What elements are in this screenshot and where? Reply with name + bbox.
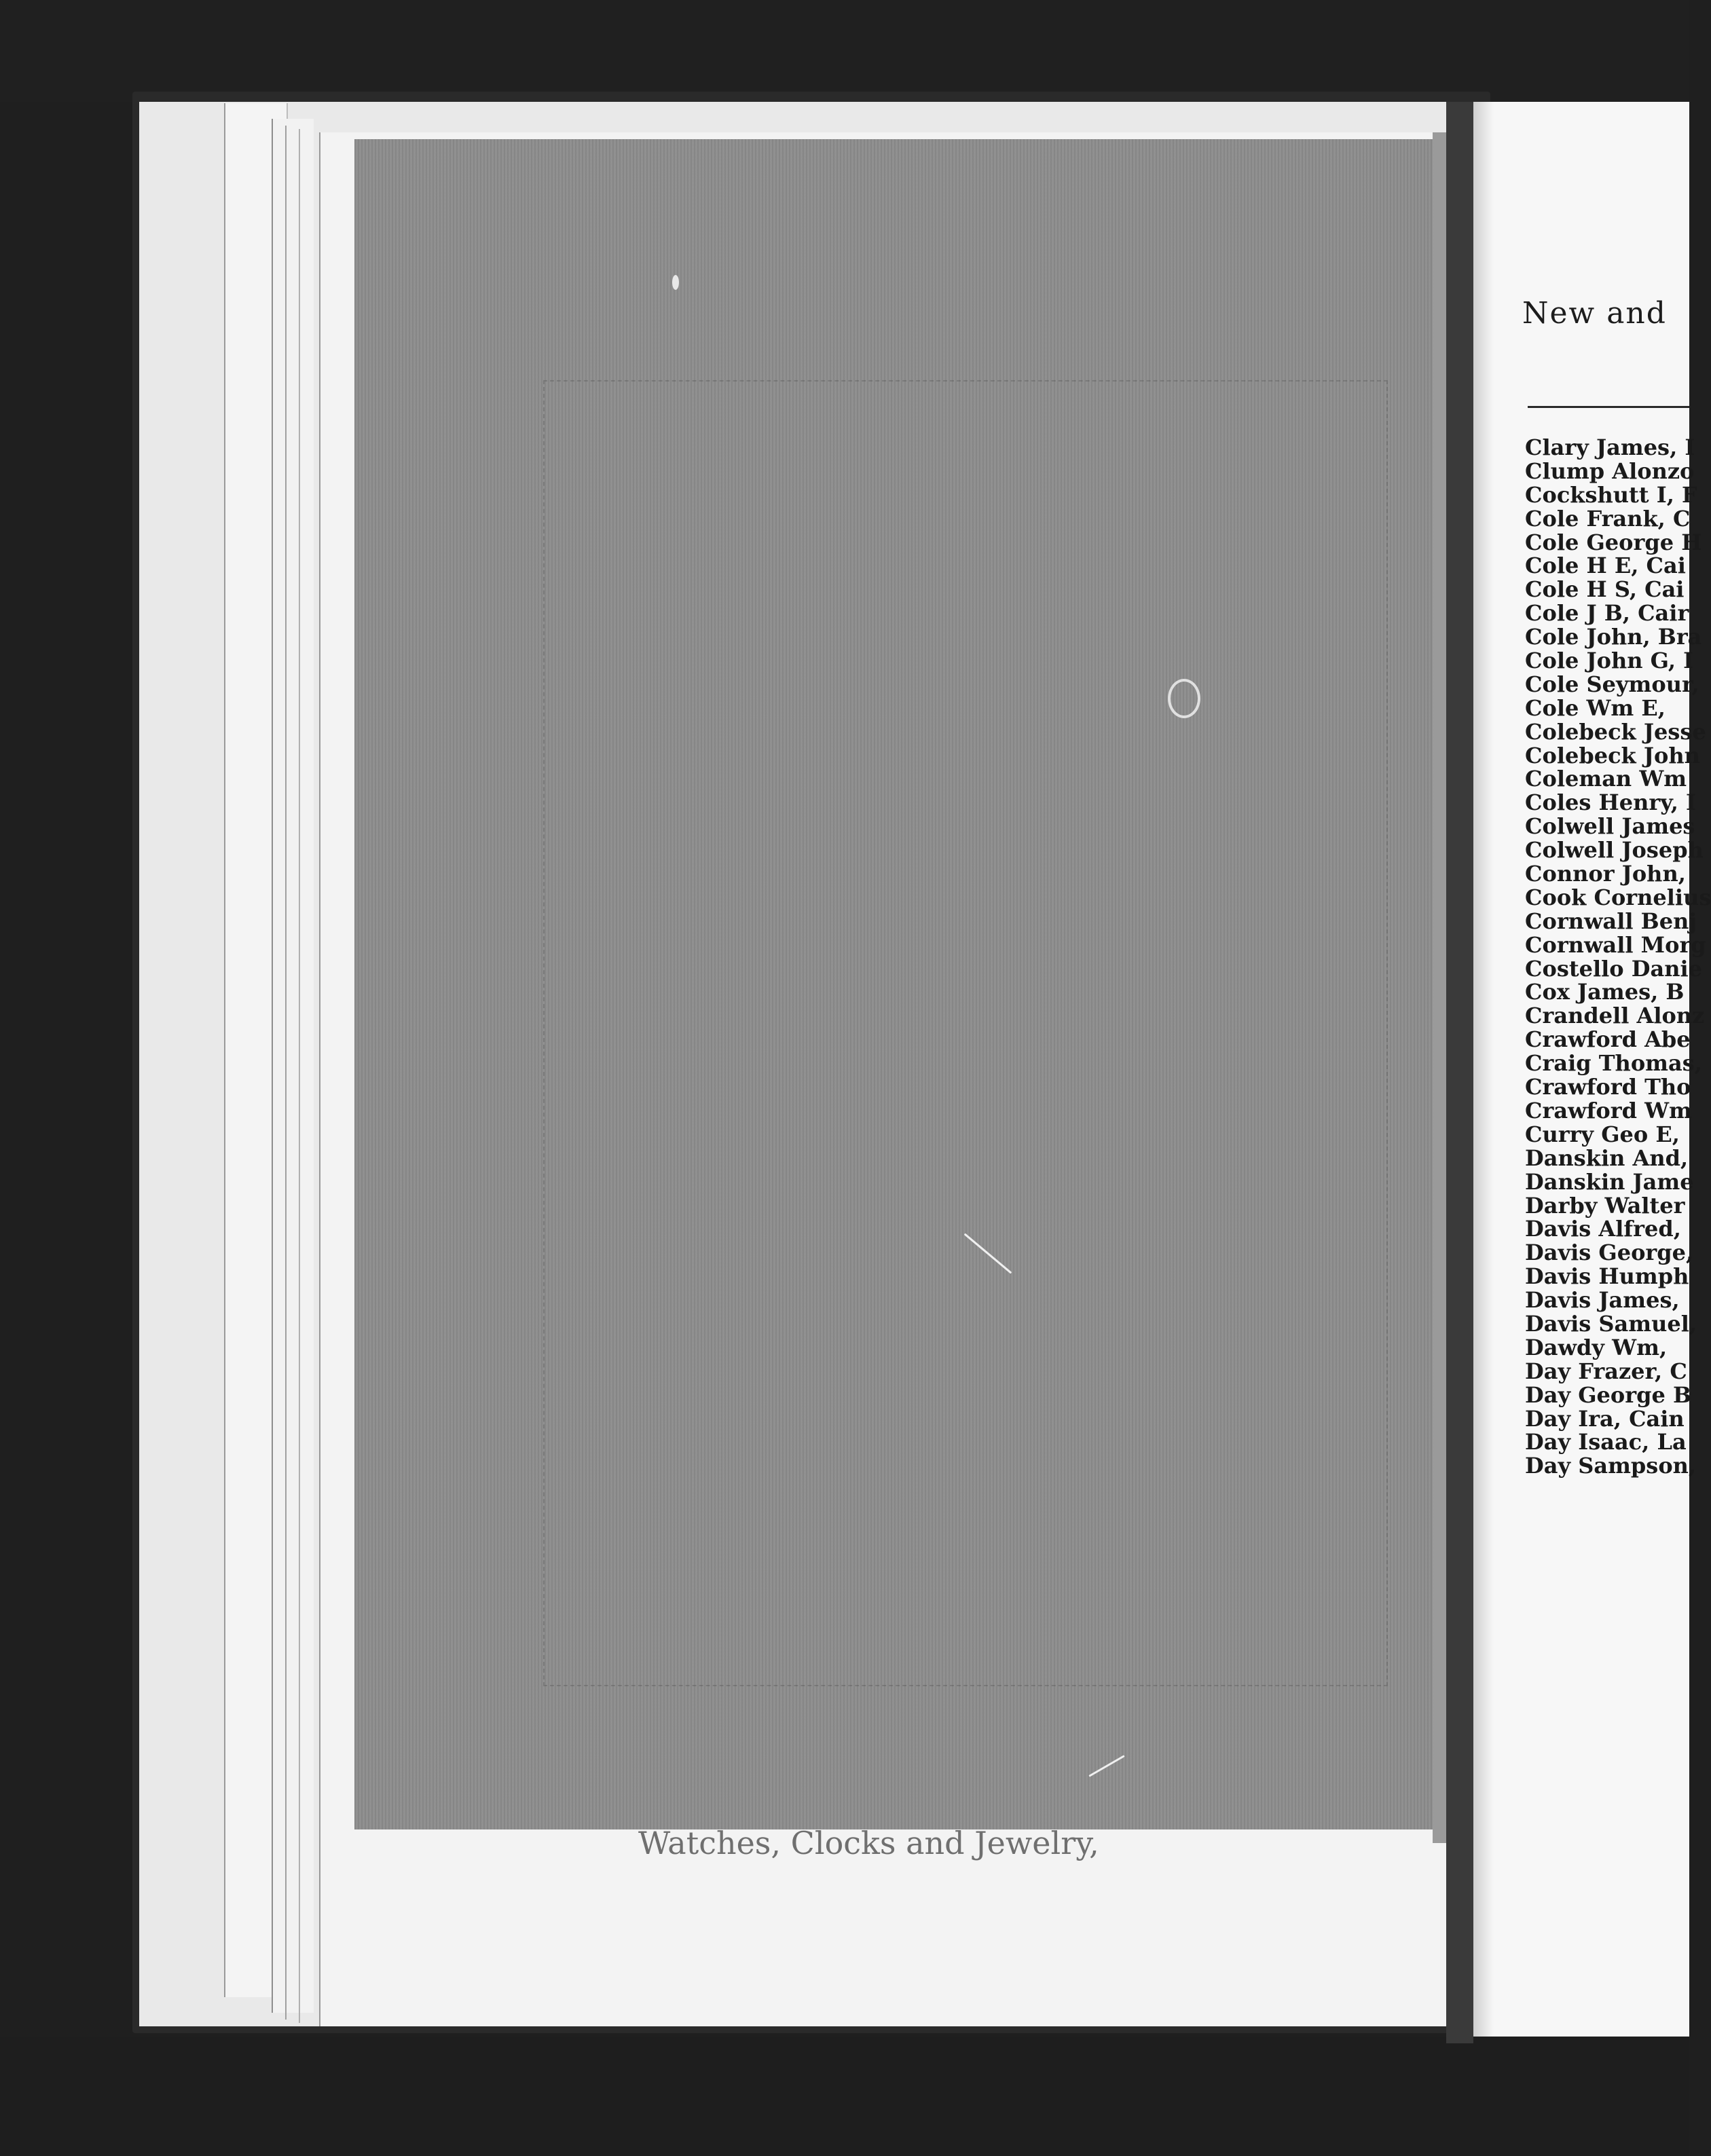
directory-entry: Connor John, bbox=[1525, 861, 1686, 887]
directory-entry: Danskin And, bbox=[1525, 1145, 1689, 1171]
directory-entry: Cole George H bbox=[1525, 529, 1702, 555]
directory-entry: Crawford Abe bbox=[1525, 1026, 1691, 1053]
directory-entry: Cole John, Bra bbox=[1525, 624, 1702, 650]
directory-entry: Day Sampson, bbox=[1525, 1453, 1697, 1479]
directory-entry: Curry Geo E, bbox=[1525, 1121, 1680, 1147]
directory-entry: Crawford Wm bbox=[1525, 1097, 1692, 1123]
directory-entry: Crawford Tho bbox=[1525, 1074, 1691, 1100]
directory-entry: Day Isaac, La bbox=[1525, 1429, 1687, 1455]
directory-entry: Coles Henry, I bbox=[1525, 789, 1696, 816]
directory-entry: Colebeck John bbox=[1525, 742, 1700, 768]
directory-entry: Cole H S, Cai bbox=[1525, 576, 1685, 603]
directory-entry: Craig Thomas, bbox=[1525, 1050, 1702, 1077]
directory-entry: Colwell James bbox=[1525, 813, 1695, 840]
directory-entry: Cornwall Benj bbox=[1525, 908, 1697, 934]
directory-entry: Cox James, B bbox=[1525, 979, 1685, 1005]
directory-entry: Cornwall Morg bbox=[1525, 931, 1706, 958]
directory-entry: Darby Walter bbox=[1525, 1192, 1685, 1219]
directory-entry: Davis Alfred, bbox=[1525, 1216, 1681, 1242]
directory-entry: Davis Humph bbox=[1525, 1263, 1689, 1290]
directory-entry: Cook Cornelius bbox=[1525, 884, 1711, 910]
directory-entry: Clump Alonzo bbox=[1525, 458, 1695, 484]
scan-background-top bbox=[0, 0, 1689, 102]
directory-entry: Davis George, bbox=[1525, 1240, 1694, 1266]
directory-entry: Clary James, I bbox=[1525, 434, 1695, 460]
directory-entry: Day Frazer, C bbox=[1525, 1358, 1687, 1384]
directory-entry: Cole John G, I bbox=[1525, 648, 1694, 674]
directory-entry: Day Ira, Cain bbox=[1525, 1405, 1685, 1432]
directory-entry: Cole Wm E, bbox=[1525, 694, 1666, 721]
hair-mark bbox=[1168, 679, 1200, 718]
directory-entry: Coleman Wm bbox=[1525, 766, 1687, 792]
directory-entry: Day George B bbox=[1525, 1381, 1692, 1408]
directory-entry: Cockshutt I, F bbox=[1525, 481, 1697, 508]
directory-entry: Cole Frank, C bbox=[1525, 505, 1691, 532]
show-through-frame bbox=[543, 380, 1388, 1686]
directory-entry: Cole H E, Cai bbox=[1525, 553, 1686, 579]
directory-entry: Costello Danie bbox=[1525, 955, 1703, 982]
directory-entry: Danskin Jame bbox=[1525, 1168, 1694, 1195]
directory-entry: Davis Samuel, bbox=[1525, 1310, 1697, 1337]
heading-rule bbox=[1528, 406, 1689, 408]
book-gutter bbox=[1446, 102, 1473, 2043]
directory-entry: Davis James, bbox=[1525, 1287, 1680, 1314]
left-page-bleed-text: Watches, Clocks and Jewelry, bbox=[638, 1825, 1099, 1861]
directory-entry: Colwell Joseph bbox=[1525, 837, 1704, 863]
directory-entry: Crandell Alonz bbox=[1525, 1003, 1705, 1029]
page-heading: New and bbox=[1522, 296, 1667, 331]
right-page-curl-shadow bbox=[1473, 102, 1494, 2037]
directory-entry: Colebeck Jesse bbox=[1525, 718, 1706, 745]
scan-background-bottom bbox=[0, 2037, 1689, 2156]
directory-entry: Cole Seymour, bbox=[1525, 671, 1699, 697]
directory-entry: Dawdy Wm, bbox=[1525, 1334, 1668, 1360]
directory-entry: Cole J B, Cair bbox=[1525, 600, 1689, 627]
dust-speck bbox=[672, 275, 679, 290]
directory-list bbox=[1525, 434, 1711, 1479]
